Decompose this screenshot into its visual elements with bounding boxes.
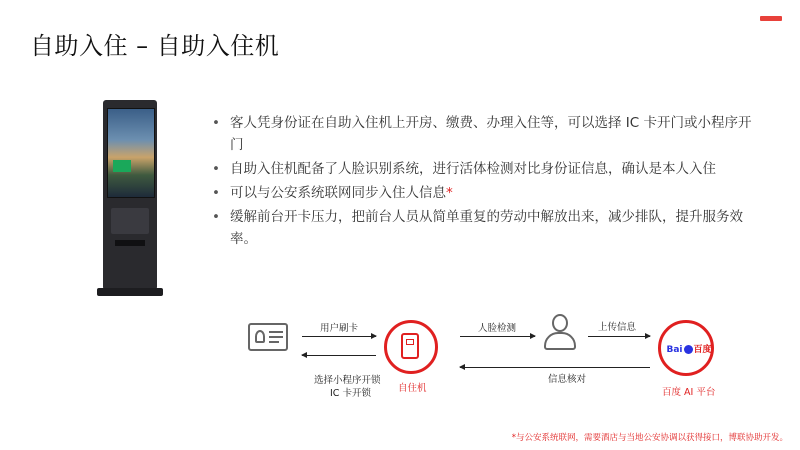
upload-info-label: 上传信息: [598, 322, 637, 333]
bullet-item: • 客人凭身份证在自助入住机上开房、缴费、办理入住等，可以选择 IC 卡开门或小程序开门: [212, 112, 757, 156]
select-unlock-label-line2: IC 卡开锁: [330, 388, 371, 399]
bullet-item: • 缓解前台开卡压力，把前台人员从简单重复的劳动中解放出来，减少排队，提升服务效率。: [212, 206, 757, 250]
swipe-card-label: 用户刷卡: [320, 323, 359, 334]
arrow-right: [588, 336, 650, 337]
corner-accent-tag: [760, 16, 782, 21]
arrow-left: [302, 355, 376, 356]
verify-info-label: 信息核对: [548, 374, 587, 385]
self-checkin-kiosk-image: [95, 100, 165, 296]
arrow-left: [460, 367, 650, 368]
baidu-icon-circle: [658, 320, 714, 376]
bullet-item: • 可以与公安系统联网同步入住人信息*: [212, 182, 757, 204]
kiosk-label: 自住机: [398, 383, 427, 394]
page-title: 自助入住 – 自助入住机: [30, 32, 280, 60]
face-detect-label: 人脸检测: [478, 323, 517, 334]
kiosk-icon: [401, 333, 419, 359]
id-card-icon: [248, 323, 288, 351]
footnote-star: *: [446, 185, 453, 201]
feature-bullet-list: [212, 112, 757, 252]
arrow-right: [460, 336, 535, 337]
kiosk-icon-circle: [384, 320, 438, 374]
platform-label: 百度 AI 平台: [662, 387, 716, 398]
bullet-item: • 自助入住机配备了人脸识别系统，进行活体检测对比身份证信息，确认是本人入住: [212, 158, 757, 180]
baidu-logo-icon: Bai 百度: [666, 345, 712, 355]
user-icon: [542, 312, 578, 352]
arrow-right: [302, 336, 376, 337]
footnote: *与公安系统联网，需要酒店与当地公安协调以获得接口，博联协助开发。: [511, 433, 788, 443]
select-unlock-label-line1: 选择小程序开锁: [314, 375, 381, 386]
